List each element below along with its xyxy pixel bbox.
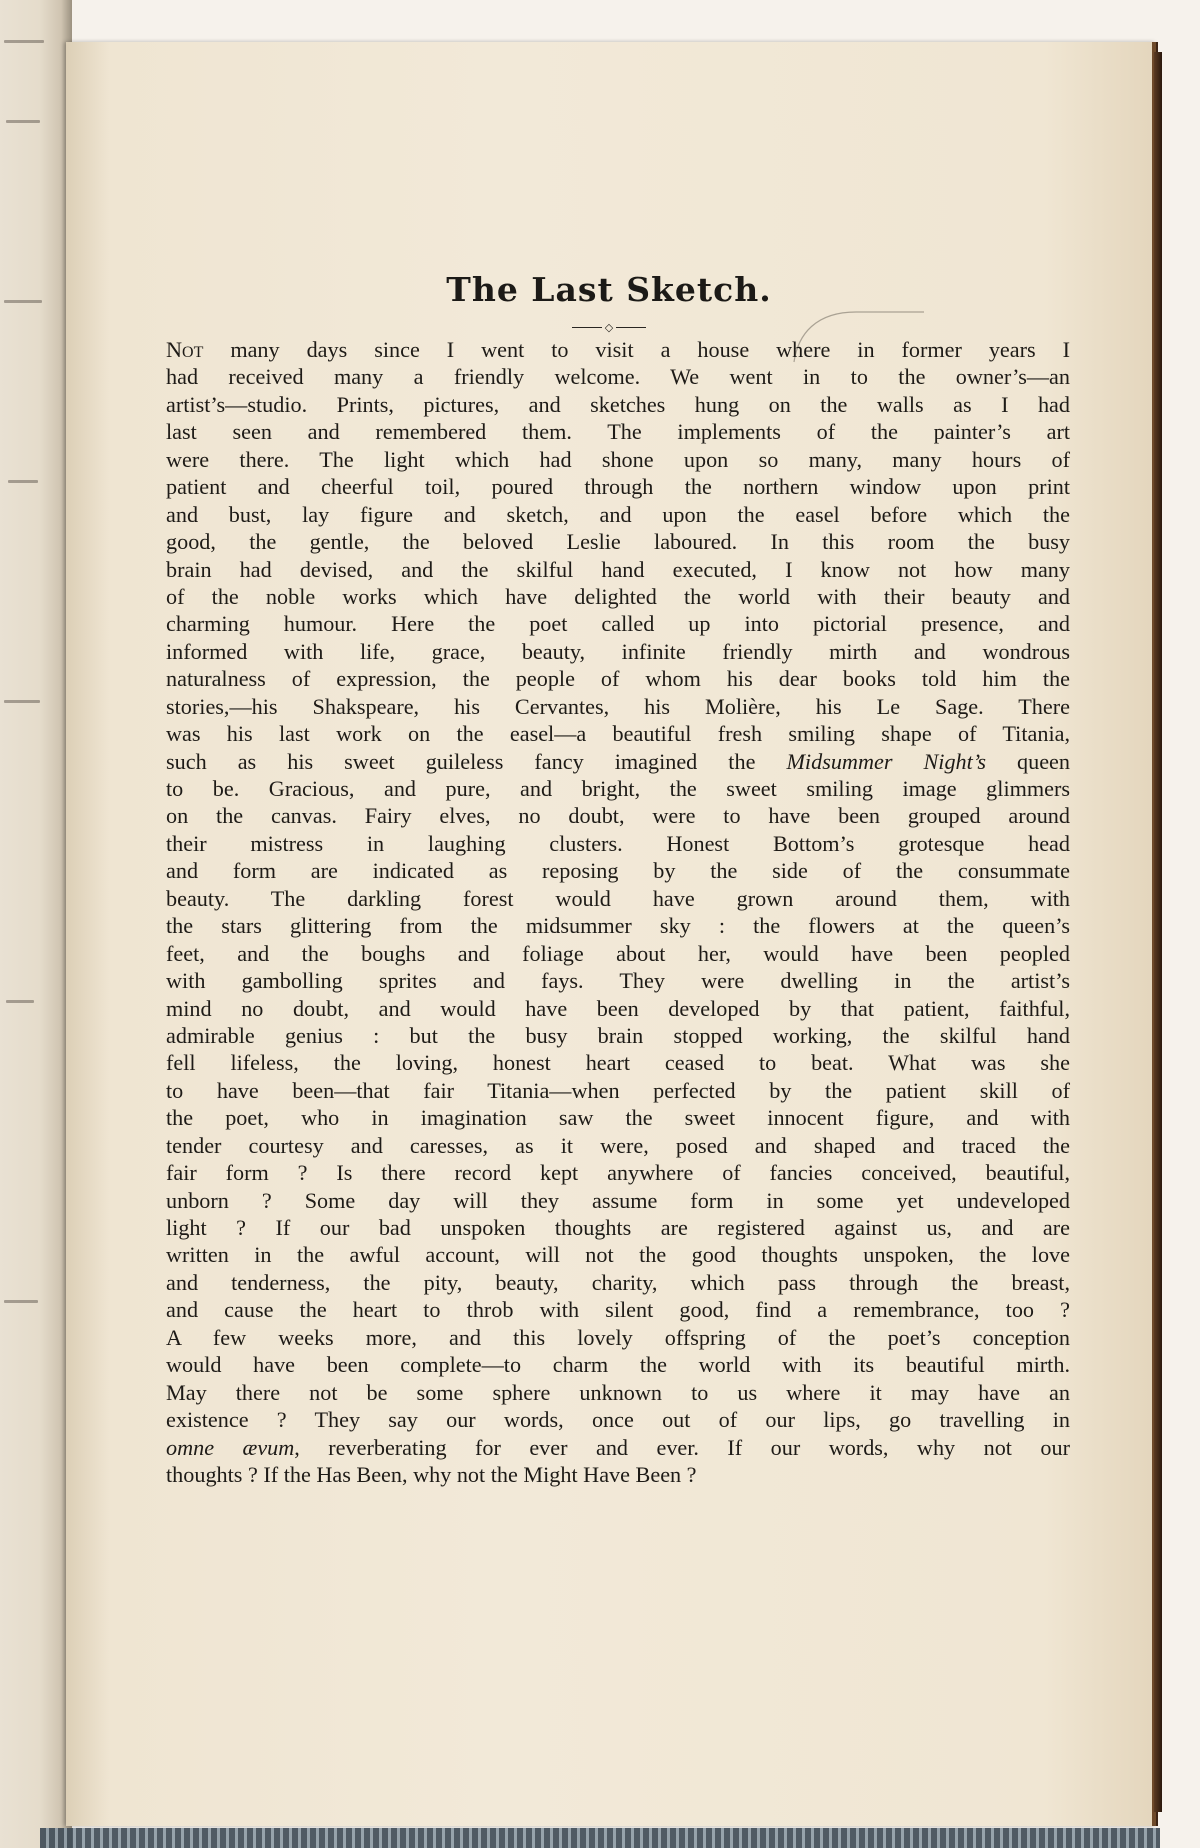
text-line (166, 1406, 1070, 1433)
facing-page-text-fragment (6, 1000, 34, 1003)
text-line (166, 1159, 1070, 1186)
facing-page-text-fragment (4, 700, 40, 703)
text-line (166, 1214, 1070, 1241)
text-line (166, 830, 1070, 857)
line-text: stories,—his Shakspeare, his Cervantes, his Molière, his Le Sage. There (166, 693, 1070, 719)
line-text: informed with life, grace, beauty, infinite friendly mirth and wondrous (166, 638, 1070, 664)
ornament-rule-right (616, 327, 646, 328)
line-text: artist’s—studio. Prints, pictures, and sketches hung on the walls as I had (166, 391, 1070, 417)
text-line (166, 1296, 1070, 1323)
text-line (166, 1132, 1070, 1159)
line-text: fell lifeless, the loving, honest heart ceased to beat. What was she (166, 1050, 1070, 1076)
text-line (166, 1077, 1070, 1104)
line-text: light ? If our bad unspoken thoughts are registered against us, and are (166, 1215, 1070, 1240)
line-text: naturalness of expression, the people of whom his dear books told him the (166, 666, 1070, 692)
text-line (166, 693, 1070, 720)
line-text: the stars glittering from the midsummer sky : the flowers at the queen’s (166, 913, 1070, 939)
text-line (166, 720, 1070, 747)
line-text: brain had devised, and the skilful hand executed, I know not how many (166, 556, 1070, 582)
facing-page-edge (0, 0, 72, 1848)
text-line (166, 501, 1070, 528)
text-line (166, 1022, 1070, 1049)
line-text: of the noble works which have delighted the world with their beauty and (166, 583, 1070, 609)
title-ornament (66, 320, 1152, 335)
text-line (166, 363, 1070, 390)
line-text: on the canvas. Fairy elves, no doubt, were to have been grouped around (166, 803, 1070, 829)
line-text: and cause the heart to throb with silent good, find a remembrance, too ? (166, 1297, 1070, 1323)
line-text: fair form ? Is there record kept anywhere of fancies conceived, beautiful, (166, 1160, 1070, 1186)
text-line (166, 775, 1070, 802)
line-text: good, the gentle, the beloved Leslie laboured. In this room the busy (166, 529, 1070, 555)
text-line (166, 1049, 1070, 1076)
binding-strip (40, 1828, 1160, 1848)
line-text: thoughts ? If the Has Been, why not the Might Have Been ? (166, 1461, 697, 1487)
line-text: such as his sweet guileless fancy imagined the Midsummer Night’s queen (166, 748, 1070, 774)
text-line (166, 638, 1070, 665)
page-title: The Last Sketch. (446, 270, 772, 309)
line-text: their mistress in laughing clusters. Honest Bottom’s grotesque head (166, 830, 1070, 856)
text-line (166, 1324, 1070, 1351)
line-text: and tenderness, the pity, beauty, charity, which pass through the breast, (166, 1269, 1070, 1295)
text-line (166, 1187, 1070, 1214)
text-line (166, 583, 1070, 610)
italic-title: omne ævum (166, 1434, 295, 1460)
facing-page-text-fragment (6, 120, 40, 123)
line-text: written in the awful account, will not the good thoughts unspoken, the love (166, 1242, 1070, 1268)
line-text: tender courtesy and caresses, as it were, posed and shaped and traced the (166, 1132, 1070, 1158)
ornament-rule-left (572, 327, 602, 328)
text-line (166, 1104, 1070, 1131)
line-text: A few weeks more, and this lovely offspring of the poet’s conception (166, 1324, 1070, 1350)
text-line (166, 418, 1070, 445)
ornament-diamond-icon: ◇ (604, 321, 614, 334)
opening-word: Not (166, 337, 204, 362)
line-text: existence ? They say our words, once out of our lips, go travelling in (166, 1407, 1070, 1433)
text-line (166, 995, 1070, 1022)
facing-page-text-fragment (4, 40, 44, 43)
text-line (166, 1269, 1070, 1296)
text-line (166, 336, 1070, 363)
text-line (166, 912, 1070, 939)
line-text: to have been—that fair Titania—when perfected by the patient skill of (166, 1077, 1070, 1103)
text-line (166, 665, 1070, 692)
facing-page-text-fragment (4, 1300, 38, 1303)
text-line (166, 610, 1070, 637)
body-text (166, 336, 1070, 1488)
line-text: last seen and remembered them. The implements of the painter’s art (166, 419, 1070, 445)
line-text: mind no doubt, and would have been developed by that patient, faithful, (166, 995, 1070, 1021)
line-text: had received many a friendly welcome. We went in to the owner’s—an (166, 364, 1070, 390)
line-text: and bust, lay figure and sketch, and upon the easel before which the (166, 501, 1070, 527)
line-text: unborn ? Some day will they assume form in some yet undeveloped (166, 1187, 1070, 1213)
page-edge-shadow (1154, 52, 1162, 1812)
text-line (166, 857, 1070, 884)
text-line (166, 885, 1070, 912)
line-text: beauty. The darkling forest would have grown around them, with (166, 885, 1070, 911)
line-text: many days since I went to visit a house where in former years I (203, 337, 1070, 362)
line-text: to be. Gracious, and pure, and bright, the sweet smiling image glimmers (166, 776, 1070, 801)
text-line (166, 802, 1070, 829)
text-line (166, 1241, 1070, 1268)
line-text: omne ævum, reverberating for ever and ever. If our words, why not our (166, 1434, 1070, 1460)
text-line (166, 391, 1070, 418)
text-line (166, 1379, 1070, 1406)
text-line (166, 1434, 1070, 1461)
line-text: the poet, who in imagination saw the sweet innocent figure, and with (166, 1105, 1070, 1131)
line-text: with gambolling sprites and fays. They were dwelling in the artist’s (166, 968, 1070, 994)
text-line (166, 1351, 1070, 1378)
line-text: would have been complete—to charm the world with its beautiful mirth. (166, 1352, 1070, 1378)
italic-title: Midsummer Night’s (786, 748, 986, 774)
line-text: charming humour. Here the poet called up into pictorial presence, and (166, 611, 1070, 637)
line-text: feet, and the boughs and foliage about her, would have been peopled (166, 940, 1070, 966)
text-line (166, 473, 1070, 500)
line-text: May there not be some sphere unknown to us where it may have an (166, 1379, 1070, 1405)
line-text: admirable genius : but the busy brain stopped working, the skilful hand (166, 1022, 1070, 1048)
facing-page-text-fragment (8, 480, 38, 483)
book-page (66, 42, 1156, 1826)
line-text: were there. The light which had shone upon so many, many hours of (166, 446, 1070, 472)
text-line (166, 967, 1070, 994)
text-line (166, 528, 1070, 555)
line-text: patient and cheerful toil, poured through the northern window upon print (166, 474, 1070, 500)
text-line (166, 1461, 1070, 1488)
text-line (166, 446, 1070, 473)
text-line (166, 556, 1070, 583)
line-text: and form are indicated as reposing by the side of the consummate (166, 858, 1070, 884)
facing-page-text-fragment (4, 300, 42, 303)
line-text: was his last work on the easel—a beautiful fresh smiling shape of Titania, (166, 721, 1070, 747)
text-line (166, 940, 1070, 967)
text-line (166, 748, 1070, 775)
